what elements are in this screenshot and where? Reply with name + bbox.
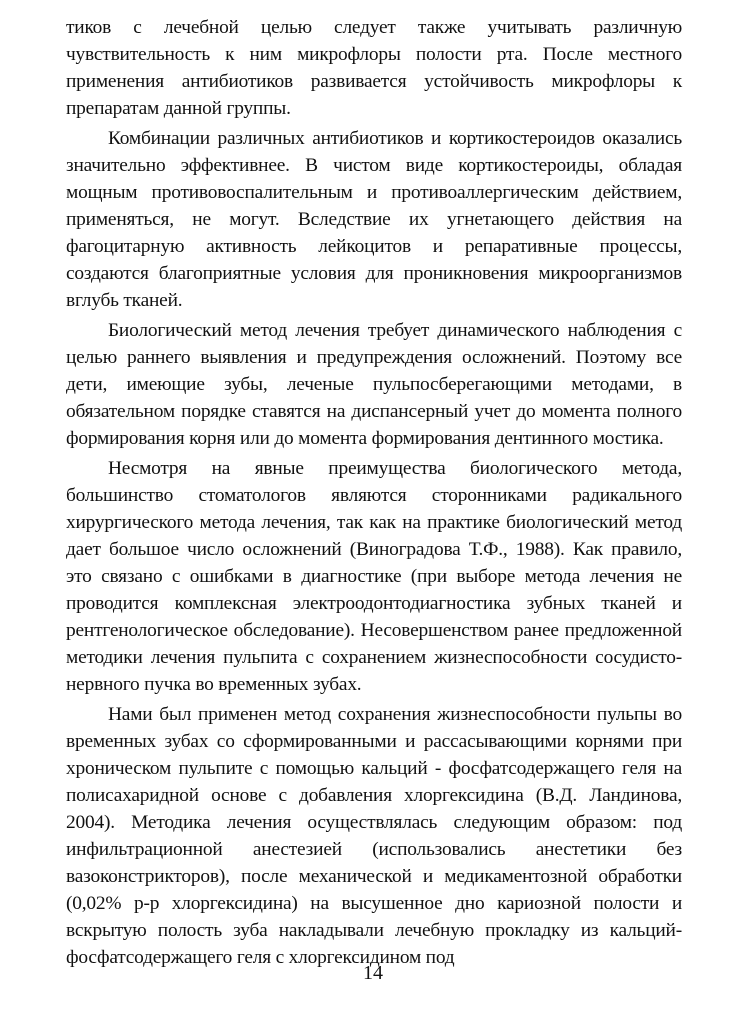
page-number: 14 xyxy=(363,962,383,984)
page-body xyxy=(66,14,682,974)
paragraph-3: Биологический метод лечения требует динамического наблюдения с целью раннего выявления и предупреждения осложнений. Поэтому все дети, имеющие зубы, леченые пульпосберегающими методами, в обязательном порядке ставятся на диспансерный учет до момента полного формирования корня или до момента формирования дентинного мостика. xyxy=(66,320,682,449)
paragraph-2: Комбинации различных антибиотиков и кортикостероидов оказались значительно эффективнее. В чистом виде кортикостероиды, обладая мощным противовоспалительным и противоаллергическим действием, применяться, не могут. Вследствие их угнетающего действия на фагоцитарную активность лейкоцитов и репаративные процессы, создаются благоприятные условия для проникновения микроорганизмов вглубь тканей. xyxy=(66,128,682,311)
paragraph-4: Несмотря на явные преимущества биологического метода, большинство стоматологов являются сторонниками радикального хирургического метода лечения, так как на практике биологический метод дает большое число осложнений (Виноградова Т.Ф., 1988). Как правило, это связано с ошибками в диагностике (при выборе метода лечения не проводится комплексная электроодонтодиагностика зубных тканей и рентгенологическое обследование). Несовершенством ранее предложенной методики лечения пульпита с сохранением жизнеспособности сосудисто-нервного пучка во временных зубах. xyxy=(66,458,682,695)
paragraph-1: тиков с лечебной целью следует также учитывать различную чувствительность к ним микрофлоры полости рта. После местного применения антибиотиков развивается устойчивость микрофлоры к препаратам данной группы. xyxy=(66,17,682,119)
paragraph-5: Нами был применен метод сохранения жизнеспособности пульпы во временных зубах со сформированными и рассасывающими корнями при хроническом пульпите с помощью кальций - фосфатсодержащего геля на полисахаридной основе с добавления хлоргексидина (В.Д. Ландинова, 2004). Методика лечения осуществлялась следующим образом: под инфильтрационной анестезией (использовались анестетики без вазоконстрикторов), после механической и медикаментозной обработки (0,02% р-р хлоргексидина) на высушенное дно кариозной полости и вскрытую полость зуба накладывали лечебную прокладку из кальций-фосфатсодержащего геля с хлоргексидином под xyxy=(66,704,682,968)
